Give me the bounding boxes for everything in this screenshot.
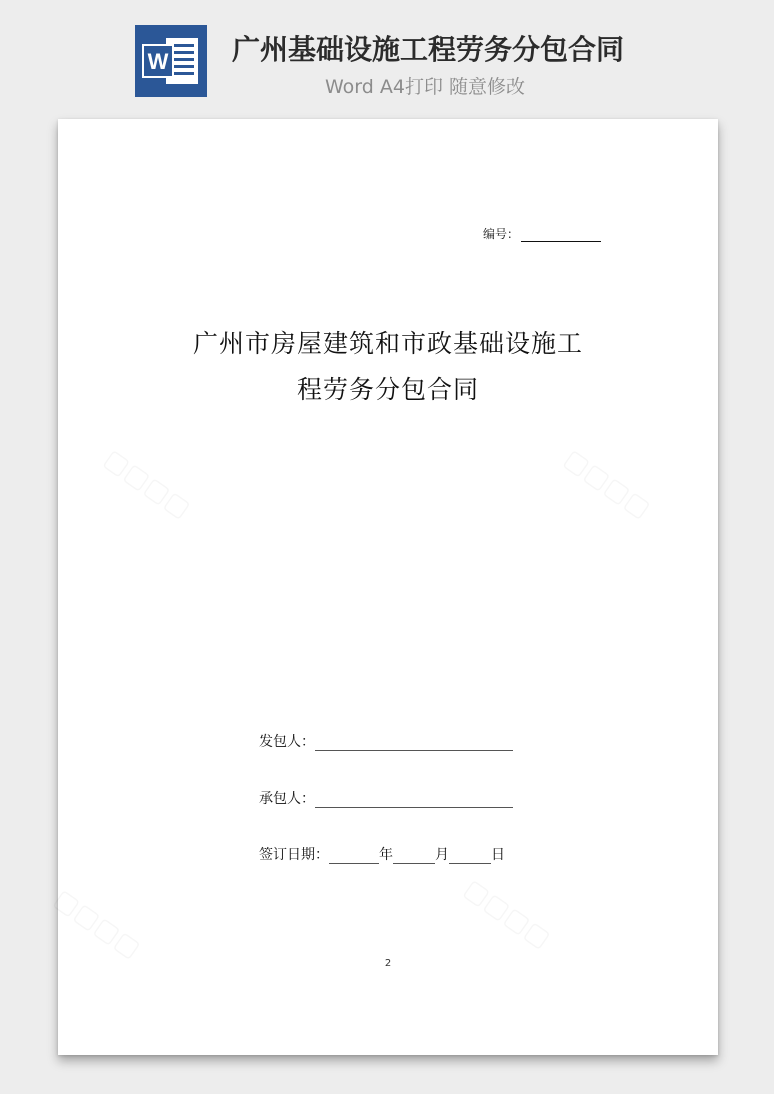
page-number: 2 [384, 958, 392, 969]
day-label: 日 [491, 847, 505, 863]
document-title-line-2: 程劳务分包合同 [296, 375, 479, 404]
document-title-line-1: 广州市房屋建筑和市政基础设施工 [192, 329, 583, 358]
contractor-blank [315, 791, 513, 808]
document-page [58, 119, 718, 1055]
employer-label: 发包人： [259, 734, 315, 750]
day-blank [449, 847, 491, 864]
employer-field [259, 731, 513, 751]
preview-header [0, 0, 774, 110]
month-label: 月 [435, 847, 449, 863]
year-blank [329, 847, 379, 864]
watermark [98, 444, 196, 525]
watermark [558, 444, 656, 525]
signing-date-field [259, 844, 505, 864]
contract-number-label: 编号： [483, 227, 520, 241]
page-subtitle: Word A4打印 随意修改 [325, 76, 526, 98]
month-blank [393, 847, 435, 864]
page-title: 广州基础设施工程劳务分包合同 [232, 33, 625, 66]
contract-number-blank [521, 229, 601, 242]
contract-number [483, 225, 601, 242]
word-document-icon [135, 25, 207, 97]
watermark [458, 874, 556, 955]
logo-letter: W [147, 49, 169, 74]
year-label: 年 [379, 847, 393, 863]
contractor-field [259, 788, 513, 808]
employer-blank [315, 734, 513, 751]
signing-date-label: 签订日期： [259, 847, 329, 863]
watermark [48, 884, 146, 965]
contractor-label: 承包人： [259, 791, 315, 807]
